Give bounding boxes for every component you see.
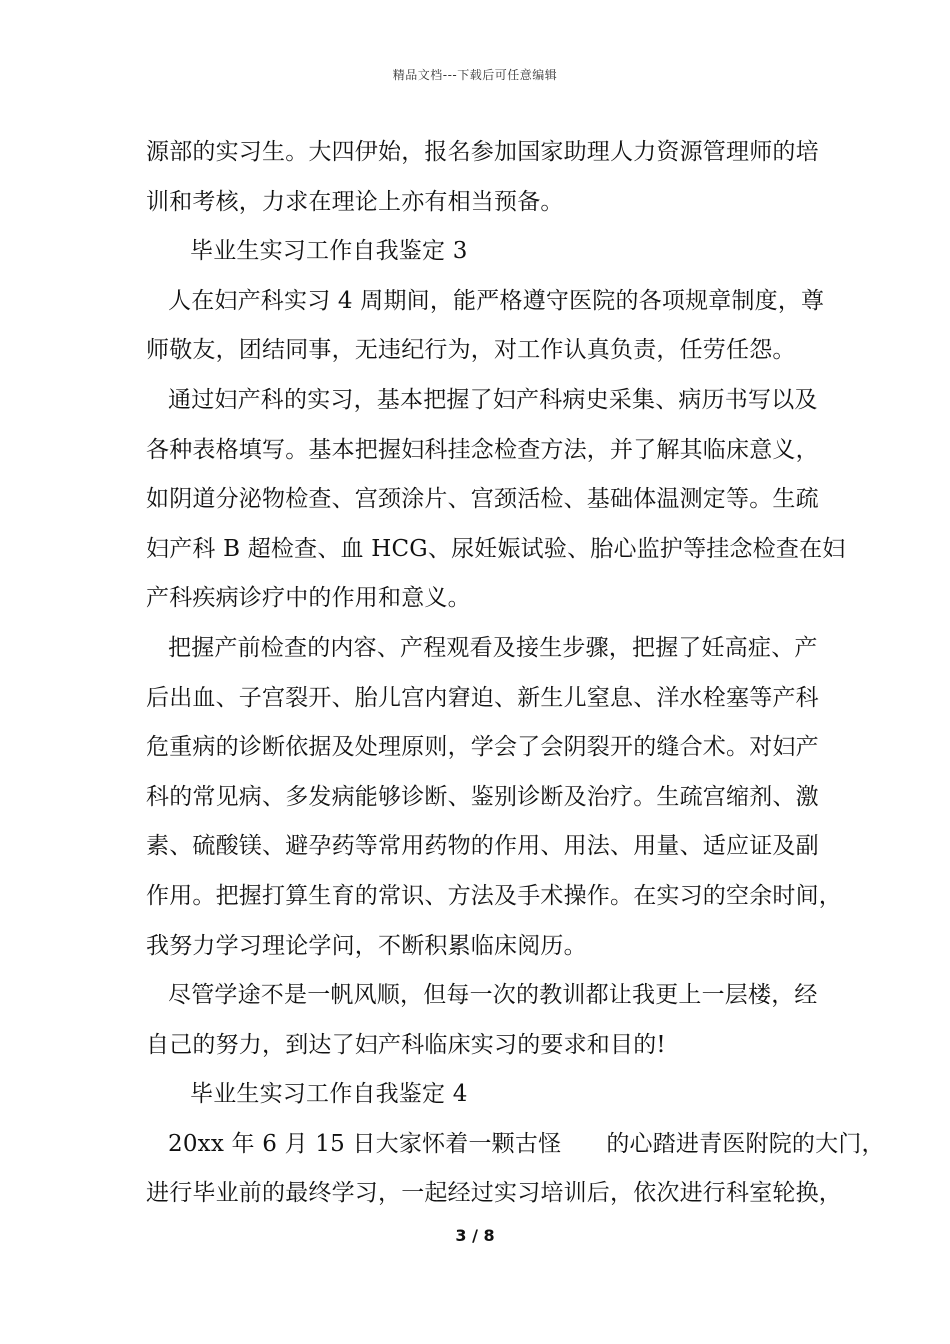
- paragraph-line: 自己的努力，到达了妇产科临床实习的要求和目的!: [146, 1031, 666, 1058]
- paragraph-line: 我努力学习理论学问，不断积累临床阅历。: [146, 932, 587, 959]
- document-body: [146, 128, 885, 1219]
- paragraph-line: 素、硫酸镁、避孕药等常用药物的作用、用法、用量、适应证及副: [146, 833, 819, 860]
- paragraph-line: 把握产前检查的内容、产程观看及接生步骤，把握了妊高症、产: [168, 634, 818, 661]
- paragraph-line: 20xx 年 6 月 15 日大家怀着一颗古怪 的心踏进青医附院的大门，: [168, 1130, 885, 1157]
- paragraph-line: 源部的实习生。大四伊始，报名参加国家助理人力资源管理师的培: [146, 139, 819, 165]
- section-heading: 毕业生实习工作自我鉴定 4: [190, 1081, 468, 1108]
- paragraph-line: 危重病的诊断依据及处理原则，学会了会阴裂开的缝合术。对妇产: [146, 734, 819, 761]
- page-number: 3 / 8: [455, 1226, 495, 1245]
- page-header: 精品文档---下载后可任意编辑: [392, 68, 558, 82]
- paragraph-line: 科的常见病、多发病能够诊断、鉴别诊断及治疗。生疏宫缩剂、激: [146, 783, 819, 810]
- paragraph-line: 后出血、子宫裂开、胎儿宫内窘迫、新生儿窒息、洋水栓塞等产科: [146, 684, 819, 711]
- paragraph-line: 妇产科 B 超检查、血 HCG、尿妊娠试验、胎心监护等挂念检查在妇: [146, 535, 846, 562]
- paragraph-line: 进行毕业前的最终学习，一起经过实习培训后，依次进行科室轮换，: [146, 1180, 842, 1207]
- section-heading: 毕业生实习工作自我鉴定 3: [190, 238, 468, 265]
- paragraph-line: 人在妇产科实习 4 周期间，能严格遵守医院的各项规章制度，尊: [168, 287, 825, 314]
- paragraph-line: 产科疾病诊疗中的作用和意义。: [146, 585, 471, 612]
- paragraph-line: 各种表格填写。基本把握妇科挂念检查方法，并了解其临床意义，: [146, 436, 819, 463]
- paragraph-line: 如阴道分泌物检查、宫颈涂片、宫颈活检、基础体温测定等。生疏: [146, 486, 819, 513]
- paragraph-line: 通过妇产科的实习，基本把握了妇产科病史采集、病历书写以及: [168, 386, 818, 413]
- paragraph-line: 训和考核，力求在理论上亦有相当预备。: [146, 188, 564, 215]
- paragraph-line: 师敬友，团结同事，无违纪行为，对工作认真负责，任劳任怨。: [146, 337, 796, 364]
- paragraph-line: 作用。把握打算生育的常识、方法及手术操作。在实习的空余时间，: [146, 882, 842, 909]
- paragraph-line: 尽管学途不是一帆风顺，但每一次的教训都让我更上一层楼，经: [168, 982, 818, 1009]
